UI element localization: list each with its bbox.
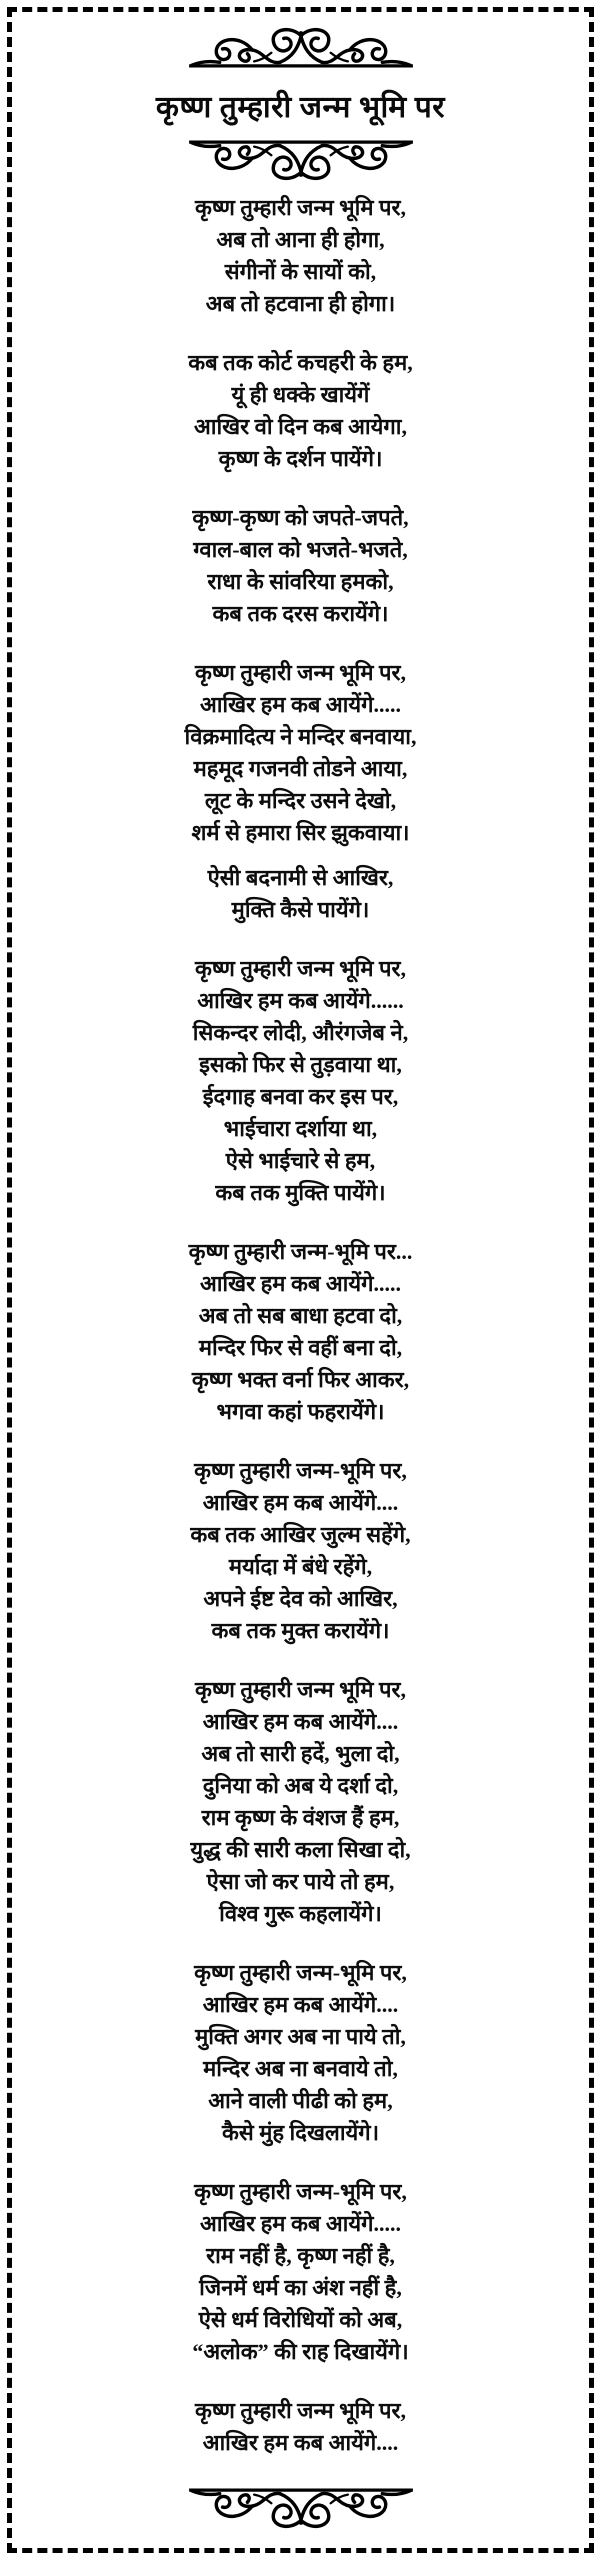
poem-line: आखिर हम कब आयेंगे....	[202, 1992, 399, 2017]
poem-line: लूट के मन्दिर उसने देखो,	[204, 788, 397, 813]
poem-line: युद्ध की सारी कला सिखा दो,	[190, 1837, 411, 1862]
poem-line: मुक्ति अगर अब ना पाये तो,	[195, 2024, 406, 2049]
poem-line: महमूद गजनवी तोडने आया,	[193, 756, 408, 781]
poem-line: जिनमें धर्म का अंश नहीं है,	[199, 2275, 402, 2300]
footer-ornament	[12, 2486, 589, 2530]
poem-line: आखिर वो दिन कब आयेगा,	[194, 414, 407, 439]
poem-line: कब तक कोर्ट कचहरी के हम,	[188, 350, 413, 375]
poem-line: कृष्ण तुम्हारी जन्म भूमि पर,	[195, 956, 406, 981]
poem-line: अब तो आना ही होगा,	[216, 227, 385, 252]
poem-line: सिकन्दर लोदी, औरंगजेब ने,	[192, 1020, 409, 1045]
poem-line: आखिर हम कब आयेंगे....	[202, 1490, 399, 1515]
poem-line: आखिर हम कब आयेंगे.....	[199, 2211, 402, 2236]
poem-stanza	[12, 2395, 589, 2459]
poem-line: मुक्ति कैसे पायेंगे।	[231, 897, 370, 922]
flourish-divider-flipped-icon	[182, 138, 420, 182]
page-title: कृष्ण तुम्हारी जन्म भूमि पर	[155, 91, 446, 124]
poem-line: शर्म से हमारा सिर झुकवाया।	[191, 820, 410, 845]
poem-line: कब तक आखिर जुल्म सहेंगे,	[190, 1522, 411, 1547]
poem-line: कृष्ण तुम्हारी जन्म-भूमि पर,	[194, 2179, 407, 2204]
poem-stanza	[12, 2176, 589, 2368]
poem-line: आखिर हम कब आयेंगे......	[197, 988, 404, 1013]
poem-line: भगवा कहां फहरायेंगे।	[216, 1399, 385, 1424]
poem-line: दुनिया को अब ये दर्शा दो,	[202, 1773, 399, 1798]
poem-stanza	[12, 953, 589, 1209]
poem-stanza	[12, 1957, 589, 2149]
poem-line: अब तो सारी हदें, भुला दो,	[201, 1741, 400, 1766]
poem-line: अब तो हटवाना ही होगा।	[205, 291, 396, 316]
poem-line: मन्दिर अब ना बनवाये तो,	[203, 2056, 398, 2081]
poem-line: कृष्ण तुम्हारी जन्म-भूमि पर,	[194, 1458, 407, 1483]
poem-line: यूं ही धक्के खायेंगें	[231, 382, 370, 407]
poem-line: राधा के सांवरिया हमको,	[207, 569, 394, 594]
poem-stanza	[12, 862, 589, 926]
poem-line: “अलोक” की राह दिखायेंगे।	[192, 2339, 409, 2364]
poem-line: ऐसे धर्म विरोधियों को अब,	[198, 2307, 403, 2332]
poem-line: अब तो सब बाधा हटवा दो,	[198, 1303, 403, 1328]
title-underline-ornament	[12, 138, 589, 182]
poem-stanza	[12, 192, 589, 320]
poem-stanza	[12, 502, 589, 630]
dashed-border-frame	[7, 7, 594, 2553]
poem-stanza	[12, 347, 589, 475]
poem-line: कृष्ण तुम्हारी जन्म भूमि पर,	[195, 1677, 406, 1702]
poem-line: कब तक दरस करायेंगे।	[212, 601, 389, 626]
poem-line: कब तक मुक्ति पायेंगे।	[215, 1180, 386, 1205]
poem-line: विश्व गुरू कहलायेंगे।	[219, 1901, 382, 1926]
poem-line: ऐसा जो कर पाये तो हम,	[206, 1869, 395, 1894]
poem-stanza	[12, 1674, 589, 1930]
poem-line: कृष्ण के दर्शन पायेंगे।	[218, 446, 383, 471]
poem-line: आखिर हम कब आयेंगे....	[202, 2430, 399, 2455]
poem-stanza	[12, 657, 589, 849]
poem-line: इसको फिर से तुड़वाया था,	[199, 1052, 402, 1077]
poem-line: मर्यादा में बंधे रहेंगे,	[228, 1554, 373, 1579]
poem-line: राम कृष्ण के वंशज हैं हम,	[201, 1805, 400, 1830]
poem-line: कृष्ण तुम्हारी जन्म भूमि पर,	[195, 2398, 406, 2423]
poem-line: कृष्ण तुम्हारी जन्म भूमि पर,	[195, 195, 406, 220]
poem-line: आखिर हम कब आयेंगे.....	[199, 692, 402, 717]
poem-line: कृष्ण तुम्हारी जन्म-भूमि पर,	[194, 1960, 407, 1985]
poem-line: कृष्ण भक्त वर्ना फिर आकर,	[191, 1367, 410, 1392]
poem-line: ईदगाह बनवा कर इस पर,	[202, 1084, 399, 1109]
poem-line: कृष्ण-कृष्ण को जपते-जपते,	[192, 505, 409, 530]
poem-line: आखिर हम कब आयेंगे.....	[199, 1271, 402, 1296]
poem-line: कब तक मुक्त करायेंगे।	[211, 1618, 390, 1643]
header-ornament	[12, 26, 589, 70]
poem-stanza	[12, 1236, 589, 1428]
poem-line: ग्वाल-बाल को भजते-भजते,	[193, 537, 408, 562]
poem-line: राम नहीं है, कृष्ण नहीं है,	[206, 2243, 395, 2268]
poem	[12, 192, 589, 2459]
poem-line: आने वाली पीढी को हम,	[208, 2088, 393, 2113]
poem-line: भाईचारा दर्शाया था,	[223, 1116, 378, 1141]
poem-line: कैसे मुंह दिखलायेंगे।	[221, 2120, 380, 2145]
poem-line: अपने ईष्ट देव को आखिर,	[203, 1586, 398, 1611]
poem-line: विक्रमादित्य ने मन्दिर बनवाया,	[184, 724, 417, 749]
poem-line: ऐसी बदनामी से आखिर,	[207, 865, 394, 890]
flourish-divider-flipped-icon	[182, 2486, 420, 2530]
poem-line: संगीनों के सायों को,	[224, 259, 377, 284]
poem-line: ऐसे भाईचारे से हम,	[225, 1148, 376, 1173]
poem-line: मन्दिर फिर से वहीं बना दो,	[198, 1335, 403, 1360]
poem-line: आखिर हम कब आयेंगे....	[202, 1709, 399, 1734]
flourish-divider-icon	[182, 26, 420, 70]
poem-line: कृष्ण तुम्हारी जन्म भूमि पर,	[195, 660, 406, 685]
poem-stanza	[12, 1455, 589, 1647]
poem-line: कृष्ण तुम्हारी जन्म-भूमि पर...	[188, 1239, 413, 1264]
